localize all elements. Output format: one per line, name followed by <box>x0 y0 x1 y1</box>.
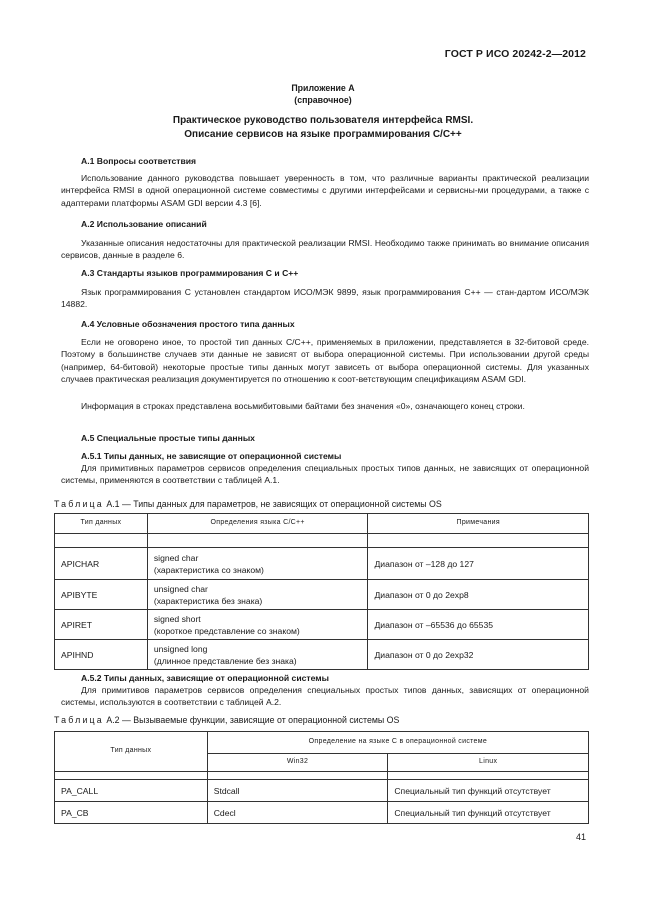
table1-cell-definition <box>147 640 368 670</box>
heading-a5: А.5 Специальные простые типы данных <box>81 433 255 443</box>
paragraph-a1 <box>61 172 589 209</box>
table2-cell-win32: Cdecl <box>207 802 388 824</box>
table2-spacer-row <box>55 772 589 780</box>
paragraph-a4-1-text: Если не оговорено иное, то простой тип данных C/C++, применяемых в приложении, представляется в 32-битовой среде. Поэтому в большинстве случаев эти данные не зависят от выбора операционной системы. При использовании другой среды (например, 64-битовой) некоторые простые типы данных могут зависеть от выбора операционной системы. Для указанных случаев практическая реализация документируется по отношению к соот-ветствующим спецификациям ASAM GDI. <box>61 337 589 385</box>
paragraph-a3-text: Язык программирования С установлен стандартом ИСО/МЭК 9899, язык программирования С++ — стан-дартом ИСО/МЭК 14882. <box>61 287 589 310</box>
heading-a2: А.2 Использование описаний <box>81 219 207 229</box>
definition-line: signed short <box>153 613 201 624</box>
table1-cell-type: APIRET <box>55 610 148 640</box>
table1-cell-type: APIHND <box>55 640 148 670</box>
table2-cell-type: PA_CALL <box>55 780 208 802</box>
table1 <box>54 513 589 670</box>
table2-cell-linux: Специальный тип функций отсутствует <box>388 802 589 824</box>
paragraph-a4-2 <box>61 400 589 412</box>
annex-kind: (справочное) <box>294 95 352 105</box>
paragraph-a5-1-text: Для примитивных параметров сервисов определения специальных простых типов данных, не зависящих от операционной системы, применяются в соответствии с таблицей А.1. <box>61 463 589 486</box>
page-number: 41 <box>575 832 586 842</box>
table1-cell-definition <box>147 610 368 640</box>
definition-line: unsigned char <box>153 583 208 594</box>
table1-cell-note: Диапазон от 0 до 2exp8 <box>368 580 589 610</box>
table2 <box>54 731 589 824</box>
standard-number: ГОСТ Р ИСО 20242-2—2012 <box>444 48 586 60</box>
annex-title-line2: Описание сервисов на языке программирования C/C++ <box>184 129 462 140</box>
table1-cell-note: Диапазон от 0 до 2exp32 <box>368 640 589 670</box>
definition-comment: (короткое представление со знаком) <box>153 625 300 636</box>
heading-a3: А.3 Стандарты языков программирования С и С++ <box>81 268 299 278</box>
table2-caption-text: А.2 — Вызываемые функции, зависящие от операционной системы OS <box>103 715 400 725</box>
table-row <box>55 548 589 580</box>
table-row <box>55 610 589 640</box>
table2-cell-win32: Stdcall <box>207 780 388 802</box>
table-row <box>55 580 589 610</box>
paragraph-a4-2-text: Информация в строках представлена восьмибитовыми байтами без значения «0», означающего конец строки. <box>81 401 525 411</box>
table1-cell-definition <box>147 548 368 580</box>
table1-cell-type: APIBYTE <box>55 580 148 610</box>
table-row <box>55 640 589 670</box>
heading-a5-2: А.5.2 Типы данных, зависящие от операционной системы <box>81 673 329 683</box>
paragraph-a1-text: Использование данного руководства повышает уверенность в том, что различные варианты практической реализации интерфейса RMSI в одной операционной системе совместимы с другими интерфейсами и сервисны-ми процедурами, а также с адаптерами платформы ASAM GDI версии 4.3 [6]. <box>61 173 589 208</box>
definition-comment: (характеристика со знаком) <box>153 564 264 575</box>
table2-header-linux: Linux <box>388 754 589 772</box>
table-row <box>55 780 589 802</box>
annex-label: Приложение А <box>291 83 355 93</box>
table1-caption-prefix: Таблица <box>54 499 104 509</box>
table2-cell-linux: Специальный тип функций отсутствует <box>388 780 589 802</box>
paragraph-a5-1 <box>61 462 589 487</box>
table1-caption-text: А.1 — Типы данных для параметров, не зависящих от операционной системы OS <box>103 499 442 509</box>
paragraph-a3 <box>61 286 589 311</box>
table1-cell-note: Диапазон от –65536 до 65535 <box>368 610 589 640</box>
table1-cell-note: Диапазон от –128 до 127 <box>368 548 589 580</box>
table1-cell-type: APICHAR <box>55 548 148 580</box>
definition-comment: (длинное представление без знака) <box>153 655 297 666</box>
definition-comment: (характеристика без знака) <box>153 595 263 606</box>
definition-line: signed char <box>153 552 199 563</box>
table1-header-definition: Определения языка C/C++ <box>147 514 368 534</box>
table2-header-row <box>55 732 589 754</box>
table2-caption-prefix: Таблица <box>54 715 104 725</box>
heading-a4: А.4 Условные обозначения простого типа данных <box>81 319 295 329</box>
table2-header-win32: Win32 <box>207 754 388 772</box>
table2-cell-type: PA_CB <box>55 802 208 824</box>
table1-spacer-row <box>55 534 589 548</box>
table-row <box>55 802 589 824</box>
table1-header-type: Тип данных <box>55 514 148 534</box>
table2-caption <box>54 714 399 726</box>
paragraph-a5-2 <box>61 684 589 709</box>
table2-header-type: Тип данных <box>55 732 208 772</box>
definition-line: unsigned long <box>153 643 208 654</box>
paragraph-a4-1 <box>61 336 589 386</box>
heading-a5-1: А.5.1 Типы данных, не зависящие от операционной системы <box>81 451 342 461</box>
table2-header-definition: Определение на языке С в операционной системе <box>207 732 588 754</box>
annex-title-line1: Практическое руководство пользователя интерфейса RMSI. <box>172 115 474 126</box>
paragraph-a2-text: Указанные описания недостаточны для практической реализации RMSI. Необходимо также принимать во внимание описания сервисов, данные в разделе 6. <box>61 238 589 261</box>
table1-header-notes: Примечания <box>368 514 589 534</box>
heading-a1: А.1 Вопросы соответствия <box>81 156 197 166</box>
paragraph-a5-2-text: Для примитивов параметров сервисов определения специальных простых типов данных, зависящих от операционной системы, используются в соответствии с таблицей А.2. <box>61 685 589 708</box>
table1-caption <box>54 498 442 510</box>
paragraph-a2 <box>61 237 589 262</box>
table1-header-row <box>55 514 589 534</box>
table1-cell-definition <box>147 580 368 610</box>
